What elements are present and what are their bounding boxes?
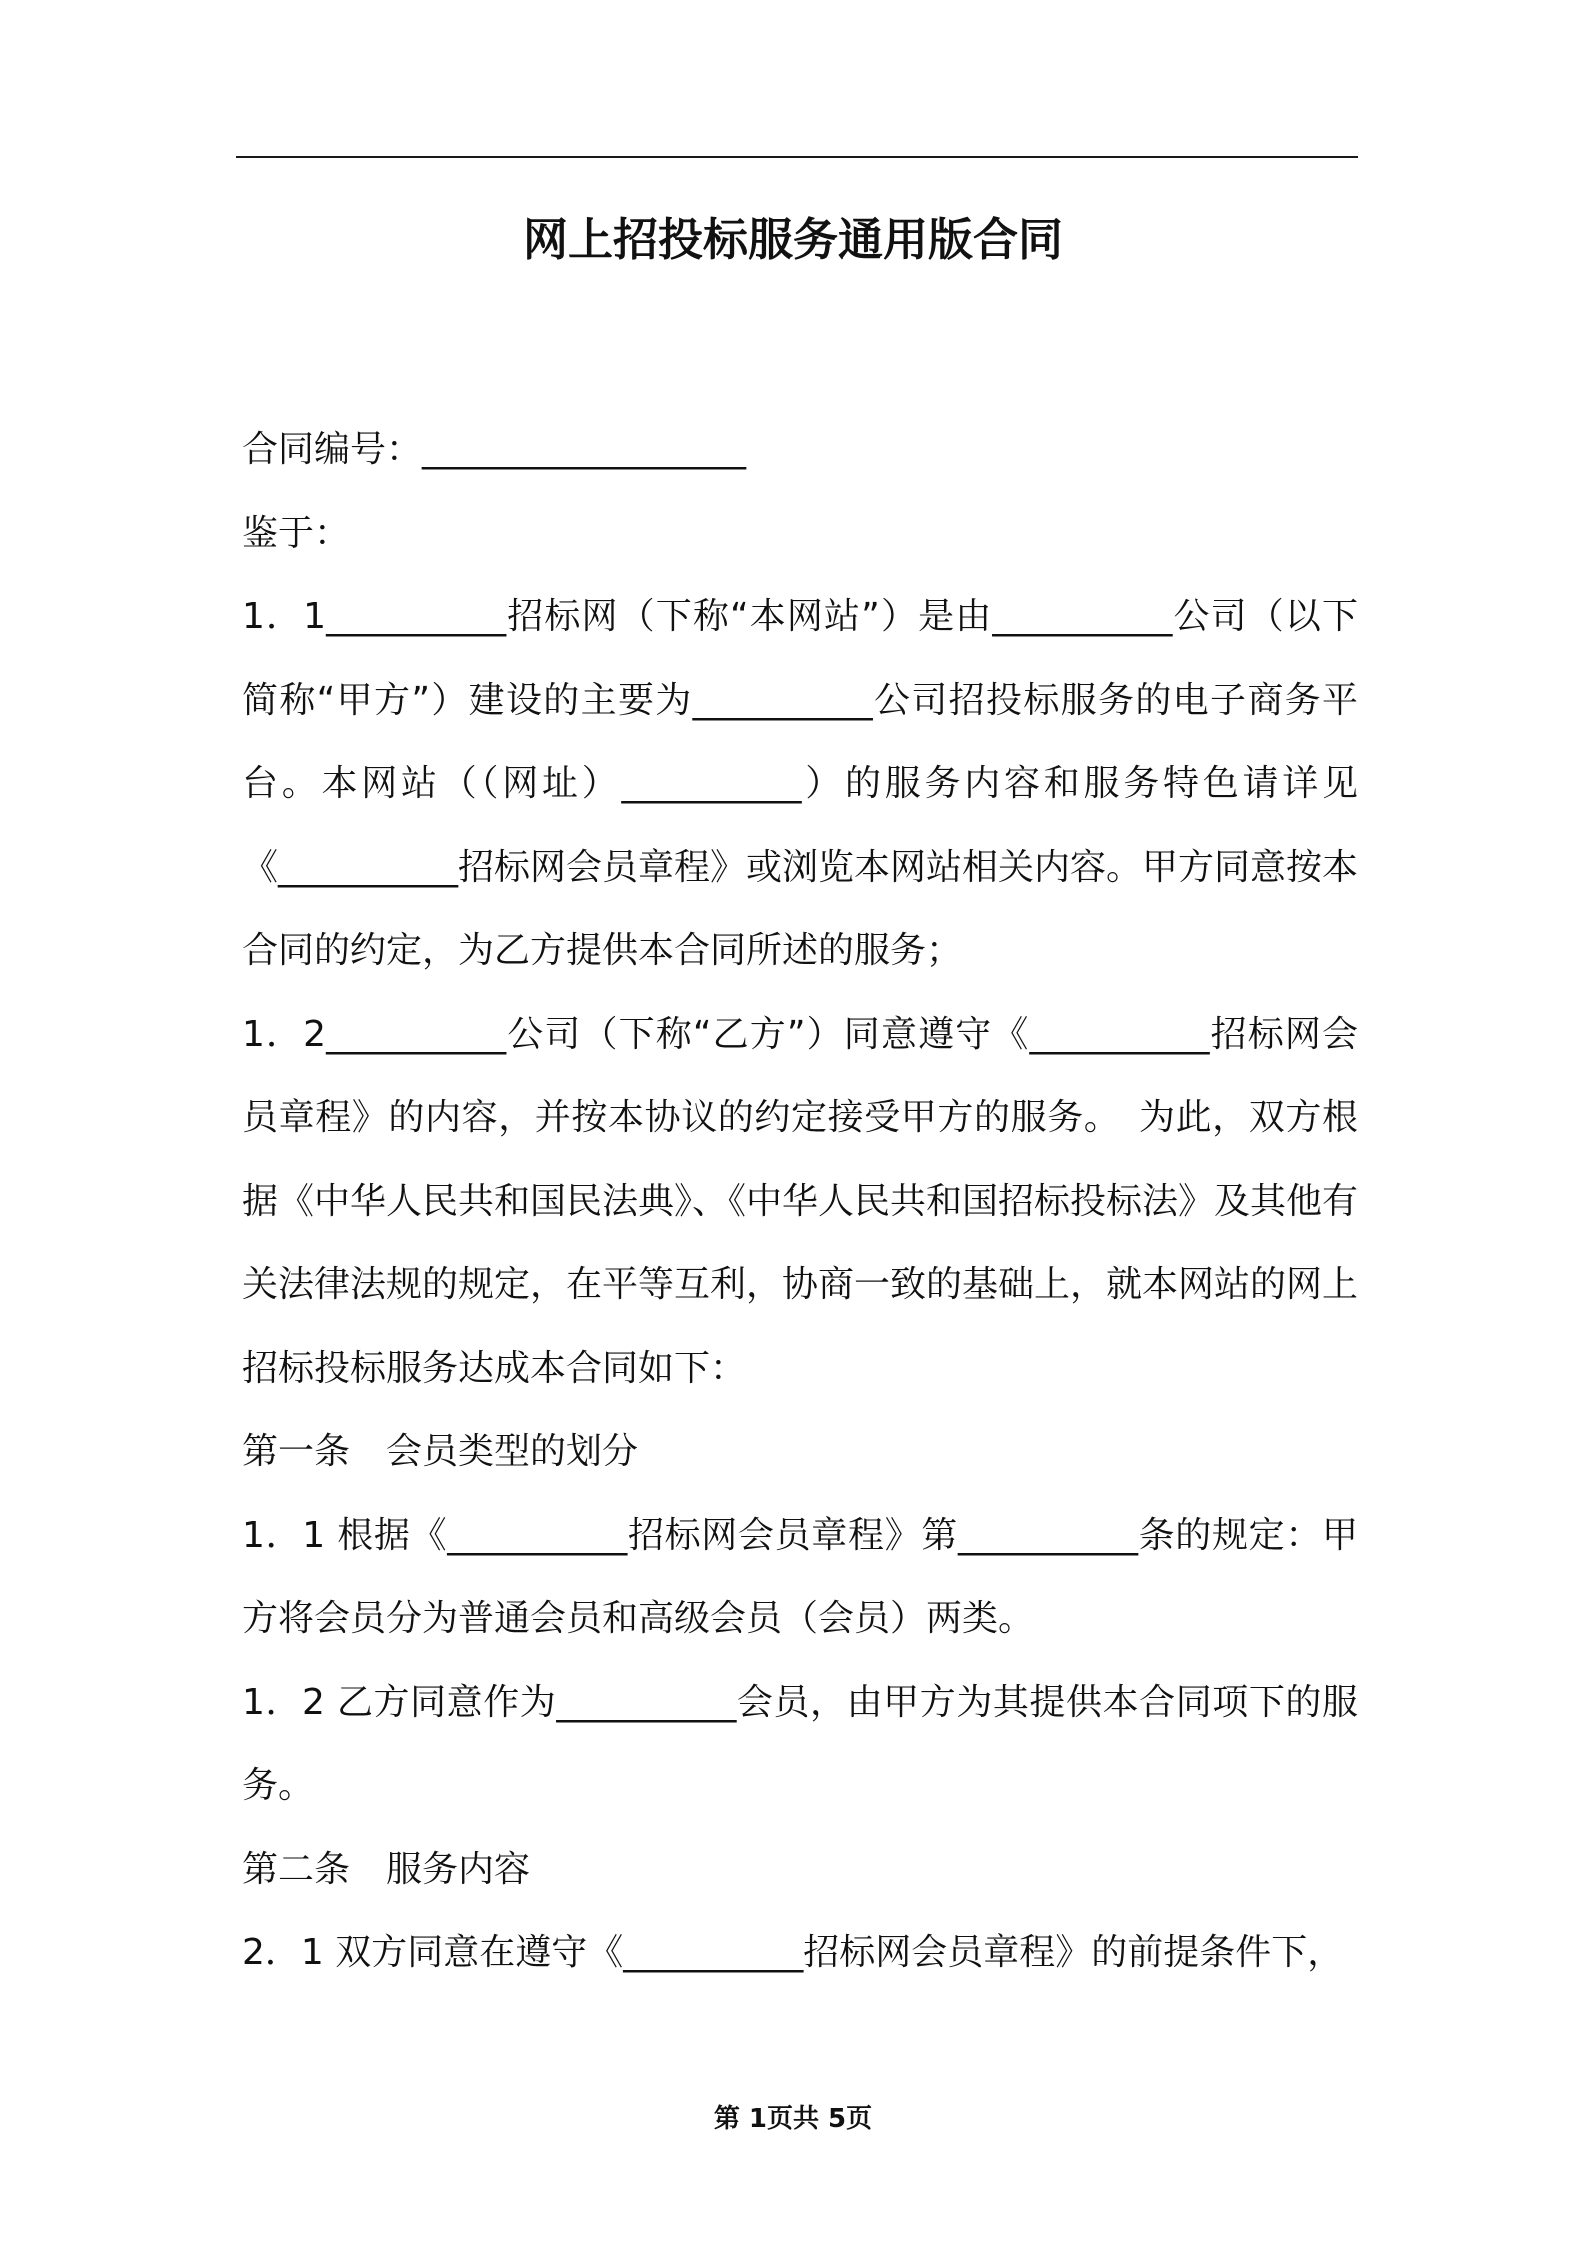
article-2-heading: 第二条 服务内容 xyxy=(242,1848,531,1890)
article-1-heading: 第一条 会员类型的划分 xyxy=(242,1431,639,1472)
whereas-heading: 鉴于： xyxy=(242,512,351,554)
page-footer: 第 1页共 5页 xyxy=(713,2104,873,2134)
article-2-clause-1: 2．1 双方同意在遵守《__________招标网会员章程》的前提条件下， xyxy=(242,1932,1344,1973)
clause-1-2: 1．2__________公司（下称“乙方”）同意遵守《__________招标网会员章程》的内容，并按本协议的约定接受甲方的服务。 为此，双方根据《中华人民共和国民法典》、《中华人民共和国招标投标法》及其他有关法律法规的规定，在平等互利，协商一致的基础上，就本网站的网上招标投标服务达成本合同如下： xyxy=(242,1013,1359,1389)
document-body xyxy=(242,408,1358,1995)
contract-number-line: 合同编号：__________________ xyxy=(242,429,747,470)
clause-1-1: 1．1__________招标网（下称“本网站”）是由__________公司（以下简称“甲方”）建设的主要为__________公司招投标服务的电子商务平台。本网站（（网址）__________）的服务内容和服务特色请详见《__________招标网会员章程》或浏览本网站相关内容。甲方同意按本合同的约定，为乙方提供本合同所述的服务； xyxy=(242,596,1359,971)
header-rule xyxy=(236,156,1358,158)
article-1-clause-1: 1．1 根据《__________招标网会员章程》第__________条的规定：甲方将会员分为普通会员和高级会员（会员）两类。 xyxy=(242,1514,1358,1639)
document-title: 网上招投标服务通用版合同 xyxy=(522,213,1063,266)
article-1-clause-2: 1．2 乙方同意作为__________会员，由甲方为其提供本合同项下的服务。 xyxy=(242,1681,1358,1806)
